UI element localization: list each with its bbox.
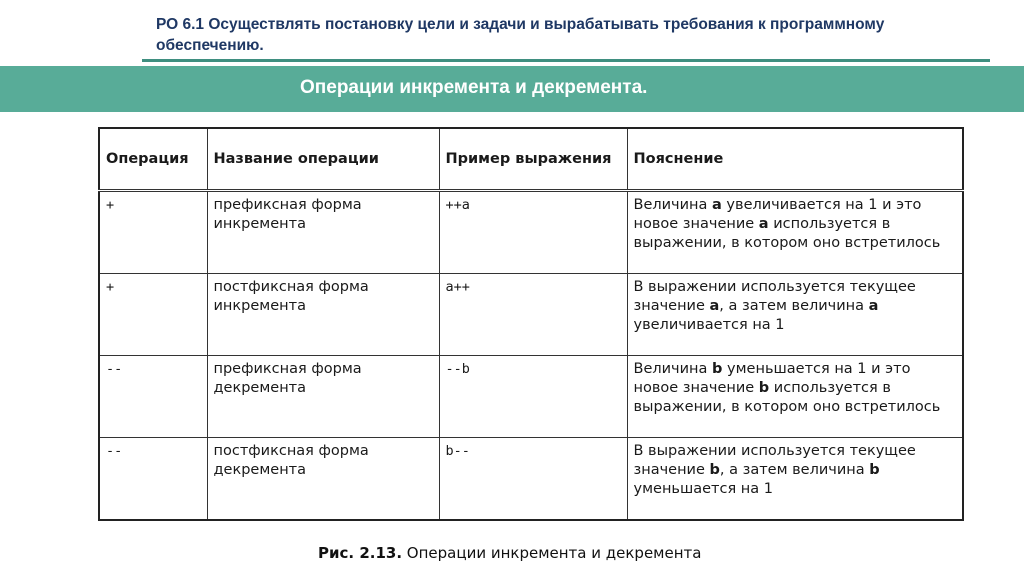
variable-name: b (709, 461, 720, 478)
header-divider (142, 59, 990, 62)
cell-example: a++ (439, 274, 627, 356)
variable-name: a (712, 197, 722, 213)
explanation-text: , а затем величина (719, 461, 870, 478)
column-header-name: Название операции (207, 128, 439, 191)
column-header-explanation: Пояснение (627, 128, 963, 191)
variable-name: b (869, 461, 880, 478)
cell-operation-name: постфиксная форма инкремента (207, 274, 439, 356)
figure-caption (318, 544, 701, 562)
explanation-text: используется в выражении, в котором оно встретилось (633, 380, 941, 416)
cell-explanation (627, 437, 963, 520)
explanation-text: Величина (633, 361, 713, 378)
page-header: РО 6.1 Осуществлять постановку цели и задачи и вырабатывать требования к программному обеспечению. (156, 16, 885, 54)
table-row (99, 191, 963, 274)
cell-explanation (627, 356, 963, 438)
cell-example: b-- (439, 437, 627, 520)
explanation-text: уменьшается на 1 и это новое значение (633, 361, 911, 397)
title-banner (0, 66, 1024, 112)
cell-explanation (627, 191, 963, 274)
table-row (99, 356, 963, 438)
cell-operation-name: префиксная форма декремента (207, 356, 439, 438)
explanation-text: В выражении используется текущее значение (633, 279, 916, 315)
cell-operation: -- (99, 356, 207, 438)
table-header-row (99, 128, 963, 191)
explanation-text: , а затем величина (719, 298, 869, 315)
column-header-example: Пример выражения (439, 128, 627, 191)
operations-table (98, 127, 964, 521)
cell-operation-name: префиксная форма инкремента (207, 191, 439, 274)
explanation-text: увеличивается на 1 и это новое значение (633, 197, 922, 232)
column-header-operation: Операция (99, 128, 207, 191)
variable-name: b (712, 361, 723, 378)
caption-text: Операции инкремента и декремента (402, 544, 702, 562)
explanation-text: увеличивается на 1 (633, 317, 785, 334)
explanation-text: Величина (633, 197, 713, 213)
cell-example: --b (439, 356, 627, 438)
variable-name: a (758, 216, 769, 232)
slide-title: Операции инкремента и декремента. (300, 77, 648, 98)
cell-explanation (627, 274, 963, 356)
cell-example: ++a (439, 191, 627, 274)
table-row (99, 274, 963, 356)
caption-label: Рис. 2.13. (318, 544, 403, 562)
explanation-text: используется в выражении, в котором оно встретилось (633, 216, 941, 251)
cell-operation-name: постфиксная форма декремента (207, 437, 439, 520)
cell-operation: + (99, 191, 207, 274)
variable-name: b (758, 380, 770, 397)
variable-name: a (709, 298, 720, 315)
table-body (99, 191, 963, 521)
variable-name: a (868, 298, 879, 315)
explanation-text: уменьшается на 1 (633, 480, 773, 497)
cell-operation: + (99, 274, 207, 356)
table-row (99, 437, 963, 520)
cell-operation: -- (99, 437, 207, 520)
explanation-text: В выражении используется текущее значение (633, 442, 916, 478)
